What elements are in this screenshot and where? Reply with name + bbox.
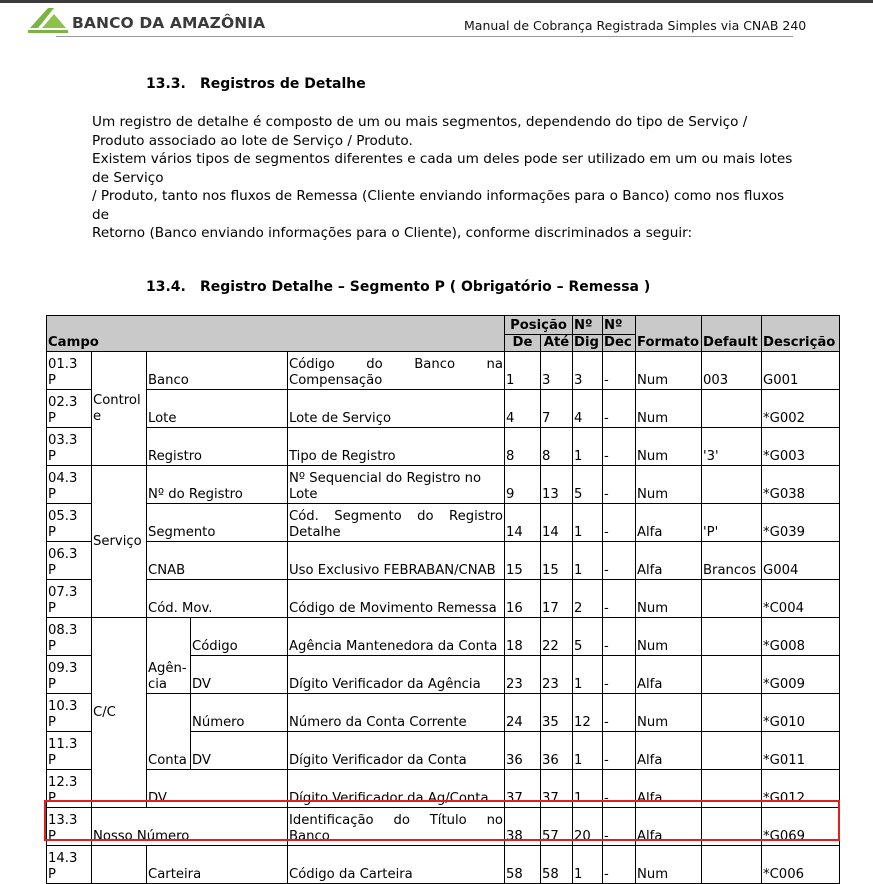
subfield-cell: Código xyxy=(191,618,288,656)
formato-cell: Num xyxy=(636,694,702,732)
header-campo: Campo xyxy=(47,316,505,352)
section-number: 13.4. xyxy=(146,279,186,295)
table-row xyxy=(47,580,840,618)
subfield-cell: Registro xyxy=(147,428,288,466)
de-cell: 23 xyxy=(505,656,541,694)
de-cell: 38 xyxy=(505,808,541,846)
bank-logo-icon xyxy=(28,6,70,34)
header-divider xyxy=(56,36,793,37)
ref-cell: *G008 xyxy=(762,618,840,656)
ref-cell: *G003 xyxy=(762,428,840,466)
header-posicao: Posição xyxy=(505,316,573,335)
header-dig: Dig xyxy=(573,335,603,352)
ate-cell: 36 xyxy=(541,732,573,770)
header-de: De xyxy=(505,335,541,352)
subfield-cell: DV xyxy=(191,732,288,770)
description-cell: Código de Movimento Remessa xyxy=(288,580,505,618)
subfield-cell: Cód. Mov. xyxy=(147,580,288,618)
de-cell: 15 xyxy=(505,542,541,580)
dec-cell: - xyxy=(603,504,636,542)
de-cell: 36 xyxy=(505,732,541,770)
campo-cell: 10.3 P xyxy=(47,694,92,732)
formato-cell: Num xyxy=(636,428,702,466)
table-row xyxy=(47,542,840,580)
ref-cell: *G039 xyxy=(762,504,840,542)
ate-cell: 23 xyxy=(541,656,573,694)
ref-cell: G004 xyxy=(762,542,840,580)
description-cell: Identificação do Título no Banco xyxy=(288,808,505,846)
ref-cell: *G011 xyxy=(762,732,840,770)
ref-cell: *G002 xyxy=(762,390,840,428)
default-cell xyxy=(702,618,762,656)
description-cell: Agência Mantenedora da Conta xyxy=(288,618,505,656)
header-formato: Formato xyxy=(636,316,702,352)
group-cc: C/C xyxy=(92,618,147,808)
campo-cell: 03.3 P xyxy=(47,428,92,466)
description-cell: Lote de Serviço xyxy=(288,390,505,428)
description-cell: Dígito Verificador da Agência xyxy=(288,656,505,694)
dig-cell: 1 xyxy=(573,542,603,580)
table-row xyxy=(47,618,840,656)
header-default: Default xyxy=(702,316,762,352)
de-cell: 14 xyxy=(505,504,541,542)
formato-cell: Alfa xyxy=(636,732,702,770)
subfield-cell: Banco xyxy=(147,352,288,390)
campo-cell: 04.3 P xyxy=(47,466,92,504)
default-cell xyxy=(702,580,762,618)
default-cell xyxy=(702,846,762,884)
subfield-cell: CNAB xyxy=(147,542,288,580)
formato-cell: Num xyxy=(636,466,702,504)
dec-cell: - xyxy=(603,542,636,580)
subfield-cell: Número xyxy=(191,694,288,732)
dig-cell: 1 xyxy=(573,504,603,542)
ate-cell: 35 xyxy=(541,694,573,732)
table-row xyxy=(47,428,840,466)
ref-cell: *G038 xyxy=(762,466,840,504)
dec-cell: - xyxy=(603,466,636,504)
ref-cell: *C006 xyxy=(762,846,840,884)
default-cell: '3' xyxy=(702,428,762,466)
dig-cell: 20 xyxy=(573,808,603,846)
table-row xyxy=(47,390,840,428)
formato-cell: Num xyxy=(636,846,702,884)
description-cell: Código da Carteira xyxy=(288,846,505,884)
highlight-box xyxy=(44,800,840,841)
segment-p-table xyxy=(46,315,840,884)
section-13-4-heading xyxy=(146,279,650,295)
subfield-cell: DV xyxy=(191,656,288,694)
table-row xyxy=(47,846,840,884)
description-cell: Número da Conta Corrente xyxy=(288,694,505,732)
formato-cell: Alfa xyxy=(636,770,702,808)
default-cell xyxy=(702,656,762,694)
ref-cell: *G069 xyxy=(762,808,840,846)
dec-cell: - xyxy=(603,770,636,808)
section-13-3-paragraph xyxy=(92,113,792,243)
de-cell: 8 xyxy=(505,428,541,466)
dig-cell: 2 xyxy=(573,580,603,618)
dec-cell: - xyxy=(603,694,636,732)
ref-cell: *G012 xyxy=(762,770,840,808)
dig-cell: 1 xyxy=(573,770,603,808)
dec-cell: - xyxy=(603,390,636,428)
campo-cell: 08.3 P xyxy=(47,618,92,656)
subfield-cell: Segmento xyxy=(147,504,288,542)
empty-group-cell xyxy=(92,846,147,884)
formato-cell: Alfa xyxy=(636,656,702,694)
description-cell: Nº Sequencial do Registro no Lote xyxy=(288,466,505,504)
default-cell xyxy=(702,694,762,732)
ate-cell: 57 xyxy=(541,808,573,846)
description-cell: Cód. Segmento do Registro Detalhe xyxy=(288,504,505,542)
bank-name: BANCO DA AMAZÔNIA xyxy=(72,14,266,32)
formato-cell: Num xyxy=(636,352,702,390)
paragraph-line: de xyxy=(92,206,109,223)
section-title: Registros de Detalhe xyxy=(200,76,366,92)
formato-cell: Alfa xyxy=(636,808,702,846)
default-cell: 003 xyxy=(702,352,762,390)
section-number: 13.3. xyxy=(146,76,186,92)
table-row xyxy=(47,466,840,504)
nosso-numero-cell: Nosso Número xyxy=(92,808,288,846)
dig-cell: 1 xyxy=(573,656,603,694)
campo-cell: 13.3 P xyxy=(47,808,92,846)
top-border xyxy=(0,0,873,3)
ref-cell: *G009 xyxy=(762,656,840,694)
dig-cell: 1 xyxy=(573,428,603,466)
document-title: Manual de Cobrança Registrada Simples via CNAB 240 xyxy=(464,18,807,33)
default-cell xyxy=(702,732,762,770)
dec-cell: - xyxy=(603,732,636,770)
dec-cell: - xyxy=(603,656,636,694)
dec-cell: - xyxy=(603,428,636,466)
de-cell: 1 xyxy=(505,352,541,390)
ref-cell: G001 xyxy=(762,352,840,390)
dec-cell: - xyxy=(603,846,636,884)
campo-cell: 11.3 P xyxy=(47,732,92,770)
group-servico: Serviço xyxy=(92,466,147,618)
de-cell: 16 xyxy=(505,580,541,618)
paragraph-line: / Produto, tanto nos fluxos de Remessa (Cliente enviando informações para o Banco) como nos fluxos xyxy=(92,188,785,204)
campo-cell: 05.3 P xyxy=(47,504,92,542)
description-cell: Uso Exclusivo FEBRABAN/CNAB xyxy=(288,542,505,580)
dig-cell: 1 xyxy=(573,846,603,884)
campo-cell: 02.3 P xyxy=(47,390,92,428)
campo-cell: 12.3 P xyxy=(47,770,92,808)
ate-cell: 3 xyxy=(541,352,573,390)
subfield-cell: Carteira xyxy=(147,846,288,884)
default-cell xyxy=(702,390,762,428)
ate-cell: 15 xyxy=(541,542,573,580)
table-row xyxy=(47,694,840,732)
subfield-cell: Lote xyxy=(147,390,288,428)
formato-cell: Num xyxy=(636,618,702,656)
default-cell xyxy=(702,466,762,504)
header-dec: Dec xyxy=(603,335,636,352)
subfield-cell: DV xyxy=(147,770,288,808)
description-cell: Dígito Verificador da Conta xyxy=(288,732,505,770)
ate-cell: 22 xyxy=(541,618,573,656)
section-title: Registro Detalhe – Segmento P ( Obrigatório – Remessa ) xyxy=(200,279,651,295)
de-cell: 24 xyxy=(505,694,541,732)
description-cell: Tipo de Registro xyxy=(288,428,505,466)
campo-cell: 06.3 P xyxy=(47,542,92,580)
paragraph-line: Um registro de detalhe é composto de um ou mais segmentos, dependendo do tipo de Serviço / xyxy=(92,114,748,130)
paragraph-line: Produto associado ao lote de Serviço / Produto. xyxy=(92,132,413,149)
header-no-dig: Nº xyxy=(573,316,603,335)
de-cell: 4 xyxy=(505,390,541,428)
formato-cell: Num xyxy=(636,390,702,428)
formato-cell: Alfa xyxy=(636,504,702,542)
dig-cell: 4 xyxy=(573,390,603,428)
dec-cell: - xyxy=(603,352,636,390)
dig-cell: 5 xyxy=(573,466,603,504)
ate-cell: 8 xyxy=(541,428,573,466)
subfield-cell: Nº do Registro xyxy=(147,466,288,504)
bank-logo xyxy=(28,6,266,34)
dig-cell: 12 xyxy=(573,694,603,732)
paragraph-line: Retorno (Banco enviando informações para o Cliente), conforme discriminados a seguir: xyxy=(92,225,693,241)
ate-cell: 14 xyxy=(541,504,573,542)
ate-cell: 37 xyxy=(541,770,573,808)
description-cell: Dígito Verificador da Ag/Conta xyxy=(288,770,505,808)
paragraph-line: de Serviço xyxy=(92,169,164,186)
ref-cell: *C004 xyxy=(762,580,840,618)
group-controle: Control e xyxy=(92,352,147,466)
header-descricao: Descrição xyxy=(762,316,840,352)
de-cell: 9 xyxy=(505,466,541,504)
de-cell: 18 xyxy=(505,618,541,656)
section-13-3-heading xyxy=(146,76,366,92)
table-header-row xyxy=(47,316,840,335)
description-cell: Código do Banco na Compensação xyxy=(288,352,505,390)
ate-cell: 17 xyxy=(541,580,573,618)
default-cell: Brancos xyxy=(702,542,762,580)
table-row xyxy=(47,352,840,390)
de-cell: 37 xyxy=(505,770,541,808)
formato-cell: Num xyxy=(636,580,702,618)
ref-cell: *G010 xyxy=(762,694,840,732)
header-no-dec: Nº xyxy=(603,316,636,335)
paragraph-line: Existem vários tipos de segmentos diferentes e cada um deles pode ser utilizado em um ou mais lotes xyxy=(92,151,793,167)
de-cell: 58 xyxy=(505,846,541,884)
group-conta: Conta xyxy=(147,694,191,770)
ate-cell: 7 xyxy=(541,390,573,428)
dig-cell: 1 xyxy=(573,732,603,770)
default-cell: 'P' xyxy=(702,504,762,542)
campo-cell: 14.3 P xyxy=(47,846,92,884)
header-ate: Até xyxy=(541,335,573,352)
campo-cell: 07.3 P xyxy=(47,580,92,618)
ate-cell: 13 xyxy=(541,466,573,504)
group-agencia: Agên- cia xyxy=(147,618,191,694)
dig-cell: 3 xyxy=(573,352,603,390)
campo-cell: 01.3 P xyxy=(47,352,92,390)
campo-cell: 09.3 P xyxy=(47,656,92,694)
dec-cell: - xyxy=(603,808,636,846)
dec-cell: - xyxy=(603,580,636,618)
dec-cell: - xyxy=(603,618,636,656)
dig-cell: 5 xyxy=(573,618,603,656)
ate-cell: 58 xyxy=(541,846,573,884)
formato-cell: Alfa xyxy=(636,542,702,580)
table-row xyxy=(47,504,840,542)
